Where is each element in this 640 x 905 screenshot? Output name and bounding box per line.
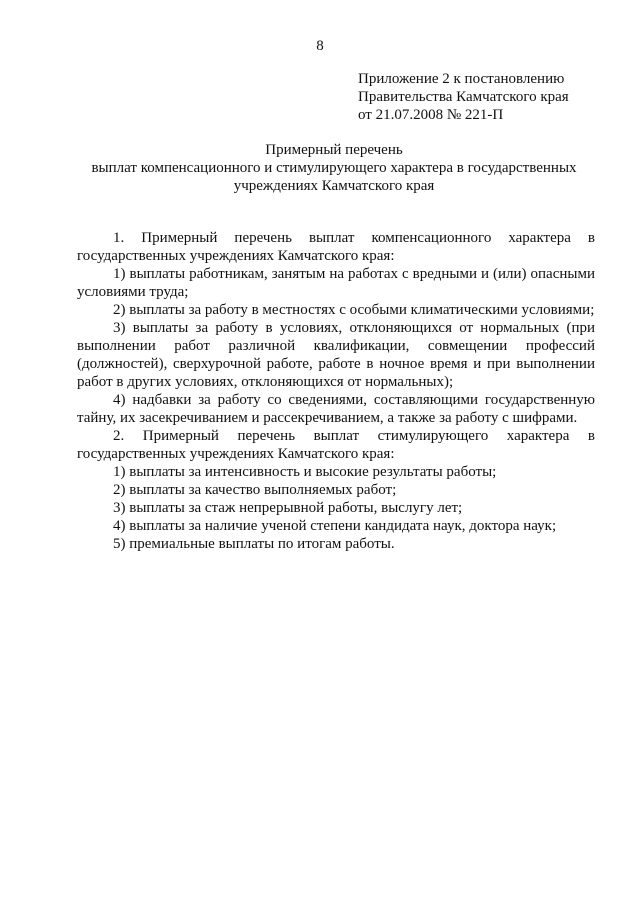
section-1-item-4: 4) надбавки за работу со сведениями, составляющими государственную тайну, их засекречиванием и рассекречиванием, а также за работу с шифрами. bbox=[77, 392, 595, 426]
section-2-heading: 2. Примерный перечень выплат стимулирующего характера в государственных учреждениях Камчатского края: bbox=[77, 428, 595, 462]
title-line-1: Примерный перечень bbox=[265, 142, 403, 158]
section-2-item-4: 4) выплаты за наличие ученой степени кандидата наук, доктора наук; bbox=[113, 518, 557, 534]
section-1-heading: 1. Примерный перечень выплат компенсационного характера в государственных учреждениях Камчатского края: bbox=[77, 230, 595, 264]
page-number: 8 bbox=[316, 38, 324, 54]
section-1-item-3: 3) выплаты за работу в условиях, отклоняющихся от нормальных (при выполнении работ различной квалификации, совмещении профессий (должностей), сверхурочной работе, работе в ночное время и при выполнении работ в других условиях, отклоняющихся от нормальных); bbox=[77, 320, 595, 390]
section-1-item-1: 1) выплаты работникам, занятым на работах с вредными и (или) опасными условиями труда; bbox=[77, 266, 595, 300]
appendix-line-3: от 21.07.2008 № 221-П bbox=[358, 107, 504, 123]
section-1-item-2: 2) выплаты за работу в местностях с особыми климатическими условиями; bbox=[113, 302, 595, 318]
title-line-2: выплат компенсационного и стимулирующего характера в государственных bbox=[91, 160, 577, 176]
appendix-reference bbox=[358, 70, 569, 124]
section-2-item-1: 1) выплаты за интенсивность и высокие результаты работы; bbox=[113, 464, 497, 480]
section-2-item-2: 2) выплаты за качество выполняемых работ; bbox=[113, 482, 397, 498]
title-line-3: учреждениях Камчатского края bbox=[233, 178, 435, 194]
document-body bbox=[77, 229, 595, 553]
appendix-line-2: Правительства Камчатского края bbox=[358, 89, 569, 105]
document-title bbox=[60, 141, 608, 195]
section-2-item-3: 3) выплаты за стаж непрерывной работы, выслугу лет; bbox=[113, 500, 463, 516]
appendix-line-1: Приложение 2 к постановлению bbox=[358, 71, 565, 87]
section-2-item-5: 5) премиальные выплаты по итогам работы. bbox=[113, 536, 395, 552]
